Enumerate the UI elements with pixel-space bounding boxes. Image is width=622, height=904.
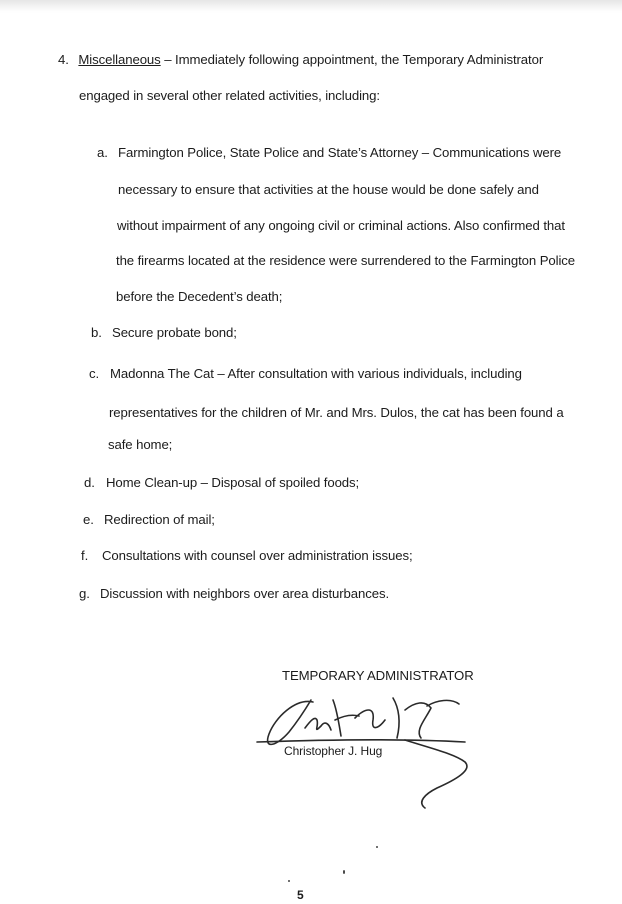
item-d-line-1: Home Clean-up – Disposal of spoiled foods; bbox=[106, 475, 360, 490]
signature-title: TEMPORARY ADMINISTRATOR bbox=[282, 668, 474, 683]
item-a-line-1: Farmington Police, State Police and State’s Attorney – Communications were bbox=[118, 145, 562, 160]
section-intro: – Immediately following appointment, the Temporary Administrator bbox=[160, 52, 544, 67]
paper-speck bbox=[376, 846, 378, 848]
item-marker-d: d. bbox=[84, 475, 95, 490]
item-a-line-5: before the Decedent’s death; bbox=[116, 289, 283, 304]
item-a-line-2: necessary to ensure that activities at the house would be done safely and bbox=[118, 182, 539, 197]
page-top-edge bbox=[0, 0, 622, 12]
section-intro-line2: engaged in several other related activities, including: bbox=[79, 88, 380, 103]
item-f-line-1: Consultations with counsel over administration issues; bbox=[102, 548, 413, 563]
item-e-line-1: Redirection of mail; bbox=[104, 512, 215, 527]
paper-speck bbox=[288, 880, 290, 882]
item-c-line-2: representatives for the children of Mr. and Mrs. Dulos, the cat has been found a bbox=[109, 405, 564, 420]
item-a-line-3: without impairment of any ongoing civil or criminal actions. Also confirmed that bbox=[117, 218, 565, 233]
signer-name: Christopher J. Hug bbox=[284, 744, 383, 758]
item-c-line-1: Madonna The Cat – After consultation with various individuals, including bbox=[110, 366, 522, 381]
section-heading-line bbox=[58, 52, 543, 67]
item-marker-a: a. bbox=[97, 145, 108, 160]
item-a-line-4: the firearms located at the residence were surrendered to the Farmington Police bbox=[116, 253, 576, 268]
item-c-line-3: safe home; bbox=[108, 437, 173, 452]
item-marker-f: f. bbox=[81, 548, 89, 563]
item-marker-b: b. bbox=[91, 325, 102, 340]
item-g-line-1: Discussion with neighbors over area disturbances. bbox=[100, 586, 390, 601]
page-number: 5 bbox=[297, 888, 304, 902]
paper-speck bbox=[343, 870, 345, 874]
section-number: 4. bbox=[58, 52, 69, 67]
item-marker-c: c. bbox=[89, 366, 100, 381]
section-heading: Miscellaneous bbox=[78, 52, 161, 67]
item-b-line-1: Secure probate bond; bbox=[112, 325, 237, 340]
item-marker-e: e. bbox=[83, 512, 94, 527]
item-marker-g: g. bbox=[79, 586, 90, 601]
